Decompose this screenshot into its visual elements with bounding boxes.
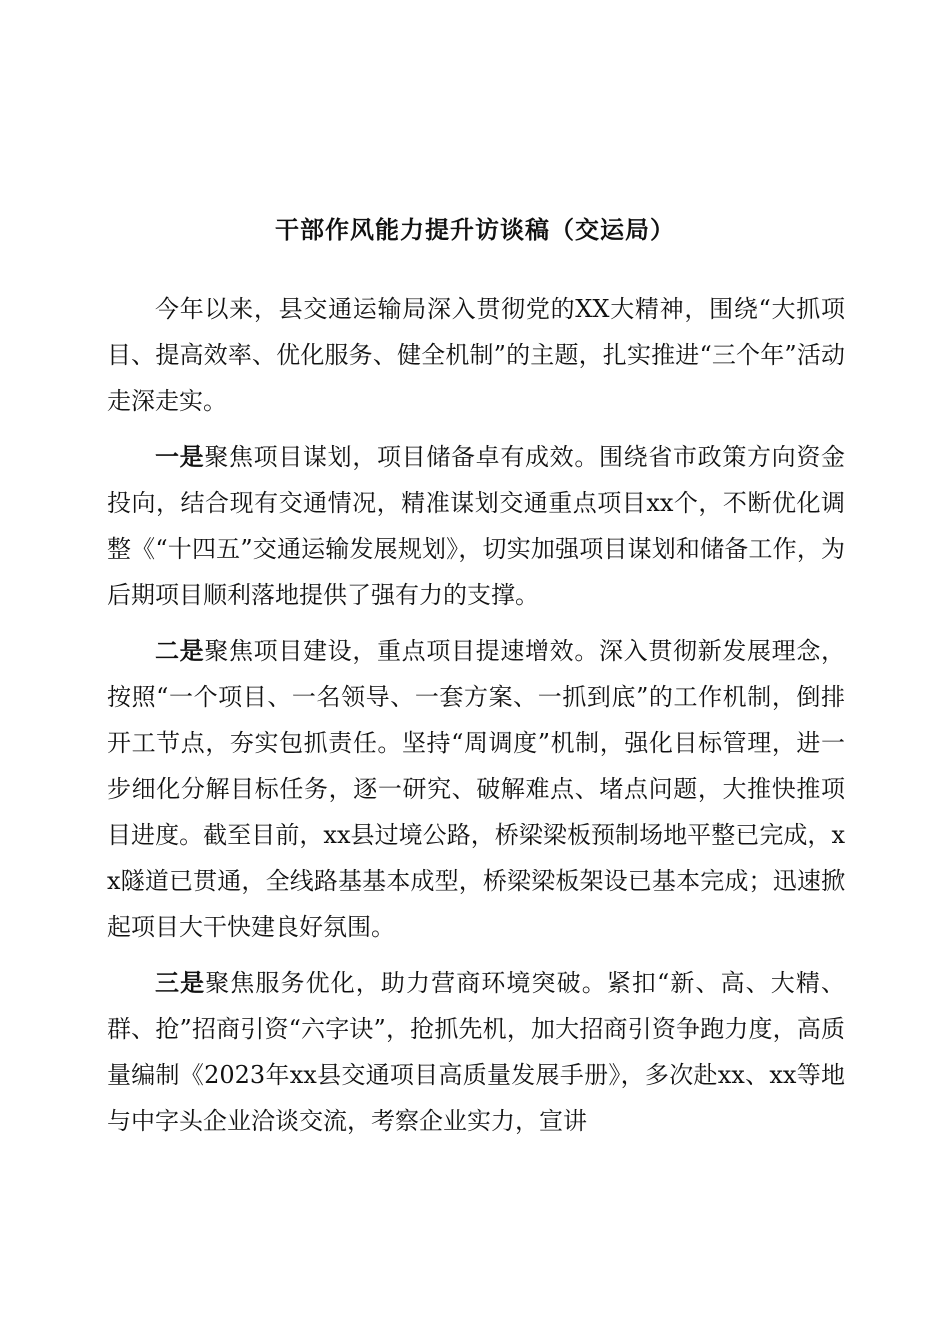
- paragraph-text: 聚焦服务优化，助力营商环境突破。紧扣“新、高、大精、群、抢”招商引资“六字诀”，抢抓先机，加大招商引资争跑力度，高质量编制《2023年xx县交通项目高质量发展手册》，多次赴xx、xx等地与中字头企业洽谈交流，考察企业实力，宣讲: [107, 969, 845, 1135]
- paragraph-text: 聚焦项目谋划，项目储备卓有成效。围绕省市政策方向资金投向，结合现有交通情况，精准谋划交通重点项目xx个，不断优化调整《“十四五”交通运输发展规划》，切实加强项目谋划和储备工作，为后期项目顺利落地提供了强有力的支撑。: [107, 443, 846, 609]
- paragraph-lead: 三是: [155, 968, 206, 997]
- paragraph-point-two: [107, 628, 845, 950]
- paragraph-lead: 二是: [155, 636, 205, 665]
- paragraph-point-three: [107, 960, 845, 1144]
- paragraph-intro: [107, 286, 845, 424]
- paragraph-point-one: [107, 434, 845, 618]
- document-title: 干部作风能力提升访谈稿（交运局）: [275, 215, 675, 244]
- paragraph-text: 聚焦项目建设，重点项目提速增效。深入贯彻新发展理念，按照“一个项目、一名领导、一套方案、一抓到底”的工作机制，倒排开工节点，夯实包抓责任。坚持“周调度”机制，强化目标管理，进一步细化分解目标任务，逐一研究、破解难点、堵点问题，大推快推项目进度。截至目前，xx县过境公路，桥梁梁板预制场地平整已完成，xx隧道已贯通，全线路基基本成型，桥梁梁板架设已基本完成；迅速掀起项目大干快建良好氛围。: [107, 637, 846, 941]
- paragraph-text: 今年以来，县交通运输局深入贯彻党的XX大精神，围绕“大抓项目、提高效率、优化服务、健全机制”的主题，扎实推进“三个年”活动走深走实。: [107, 295, 845, 415]
- document-body: [107, 286, 845, 1154]
- paragraph-lead: 一是: [155, 442, 205, 471]
